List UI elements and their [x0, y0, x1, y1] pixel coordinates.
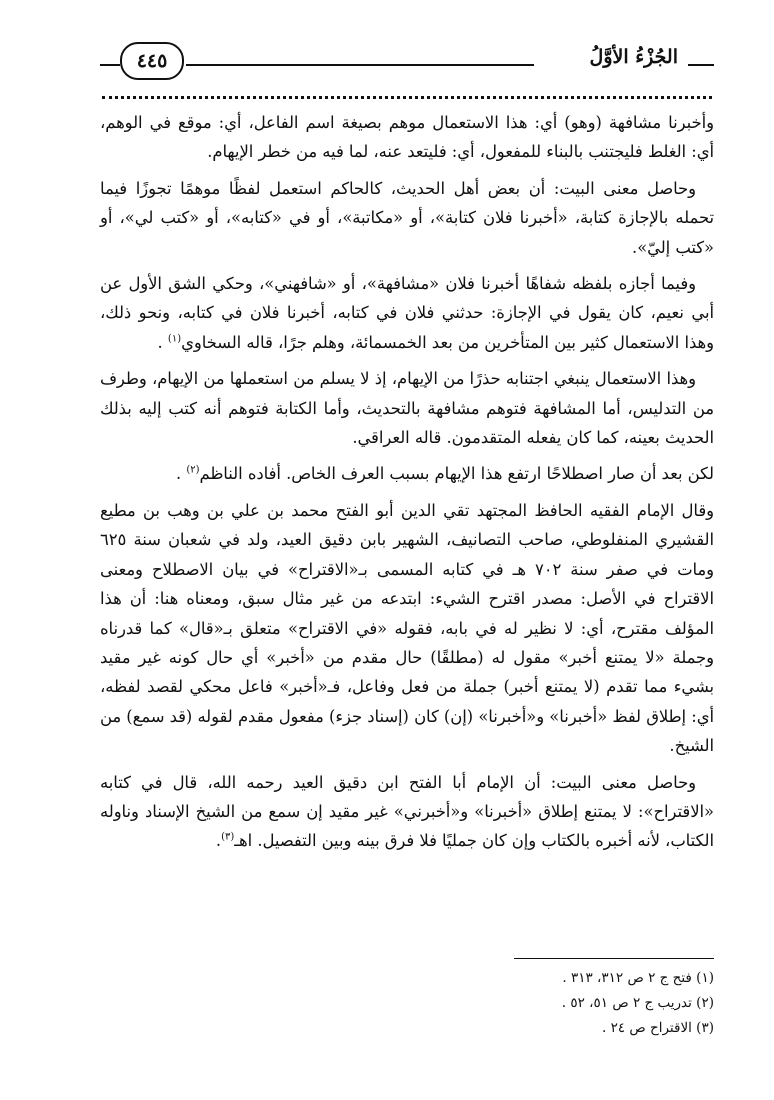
footnotes [100, 966, 714, 1041]
footnote-ref-2: (٢) [186, 465, 200, 477]
book-page [100, 0, 714, 1100]
header-rule [186, 64, 534, 66]
paragraph-3-text: وفيما أجازه بلفظه شفاهًا أخبرنا فلان «مشافهة»، أو «شافهني»، وحكي الشق الأول عن أبي نعيم، كان يقول في الإجازة: حدثني فلان في كتابه، أخبرنا فلان في كتابه، ونحو ذلك، وهذا الاستعمال كثير بين المتأخرين من بعد الخمسمائة، وهلم جرًا، قاله السخاوي [100, 274, 714, 352]
paragraph-3 [100, 269, 714, 357]
paragraph-1: وأخبرنا مشافهة (وهو) أي: هذا الاستعمال موهم بصيغة اسم الفاعل، أي: موقع في الوهم، أي: الغلط فليجتنب بالبناء للمفعول، أي: فليتعد عنه، لما فيه من خطر الإيهام. [100, 113, 714, 162]
paragraph-5-text: لكن بعد أن صار اصطلاحًا ارتفع هذا الإيهام بسبب العرف الخاص. أفاده الناظم [199, 464, 714, 484]
paragraph-7-text: وحاصل معنى البيت: أن الإمام أبا الفتح ابن دقيق العيد رحمه الله، قال في كتابه «الاقتراح»: لا يمتنع إطلاق «أخبرنا» و«أخبرني» غير مقيد إن سمع من الشيخ الإسناد وناوله الكتاب، لأنه أخبره بالكتاب وإن كان جمليًا فلا فرق بينه وبين التفصيل. اهـ [100, 772, 714, 851]
page-header [100, 42, 714, 82]
paragraph-7-end: . [215, 831, 222, 851]
dotted-divider [102, 96, 712, 99]
header-dash-left [100, 64, 120, 66]
running-title: الجُزْءُ الأوَّلُ [589, 46, 678, 68]
paragraph-2: وحاصل معنى البيت: أن بعض أهل الحديث، كالحاكم استعمل لفظًا موهمًا تجوزًا فيما تحمله بالإجازة كتابة، «أخبرنا فلان كتابة»، أو «مكاتبة»، أو في «كتابه»، أو «كتب لي»، أو «كتب إليّ». [100, 178, 714, 257]
page-number: ٤٤٥ [120, 42, 184, 80]
footnote-3: (٣) الاقتراح ص ٢٤ . [601, 1020, 714, 1036]
paragraph-4: وهذا الاستعمال ينبغي اجتنابه حذرًا من الإيهام، إذ لا يسلم من استعملها من الإيهام، وطرف من التدليس، أما المشافهة فتوهم مشافهة بالتحديث، وأما الكتابة فتوهم أنه كتب إليه بذلك الحديث بعينه، كما كان يفعله المتقدمون. قاله العراقي. [100, 369, 714, 448]
footnote-1: (١) فتح ج ٢ ص ٣١٢، ٣١٣ . [562, 970, 714, 986]
paragraph-3-end: . [157, 332, 163, 352]
paragraph-5-end: . [175, 464, 182, 484]
paragraph-7 [100, 768, 714, 856]
footnote-separator [514, 958, 714, 959]
header-dash-right [688, 64, 714, 66]
paragraph-6: وقال الإمام الفقيه الحافظ المجتهد تقي الدين أبو الفتح محمد بن علي بن وهب بن مطيع القشيري المنفلوطي، صاحب التصانيف، الشهير بابن دقيق العيد، ولد في شعبان سنة ٦٢٥ ومات في صفر سنة ٧٠٢ هـ في كتابه المسمى بـ«الاقتراح» في بيان الاصطلاح ومعنى الاقتراح في الأصل: مصدر اقترح الشيء: ابتدعه من غير مثال سبق، ومعناه هنا: أن هذا المؤلف مقترح، أي: لا نظير له في بابه، فقوله «في الاقتراح» متعلق بـ«قال» كما قدرناه وجملة «لا يمتنع أخبر» مقول له (مطلقًا) حال مقدم من «أخبر» أي حال كونه غير مقيد بشيء مما تقدم (لا يمتنع أخبر) جملة من فعل وفاعل، فـ«أخبر» فاعل محكي لقصد لفظه، أي: إطلاق لفظ «أخبرنا» و«أخبرنا» (إن) كان (إسناد جزء) مفعول مقدم لقوله (قد سمع) من الشيخ. [100, 500, 715, 756]
footnote-ref-3: (٣) [221, 831, 235, 843]
footnote-2: (٢) تدريب ج ٢ ص ٥١، ٥٢ . [561, 995, 714, 1011]
main-text [100, 108, 714, 856]
paragraph-5 [100, 459, 714, 488]
footnote-ref-1: (١) [167, 333, 182, 345]
